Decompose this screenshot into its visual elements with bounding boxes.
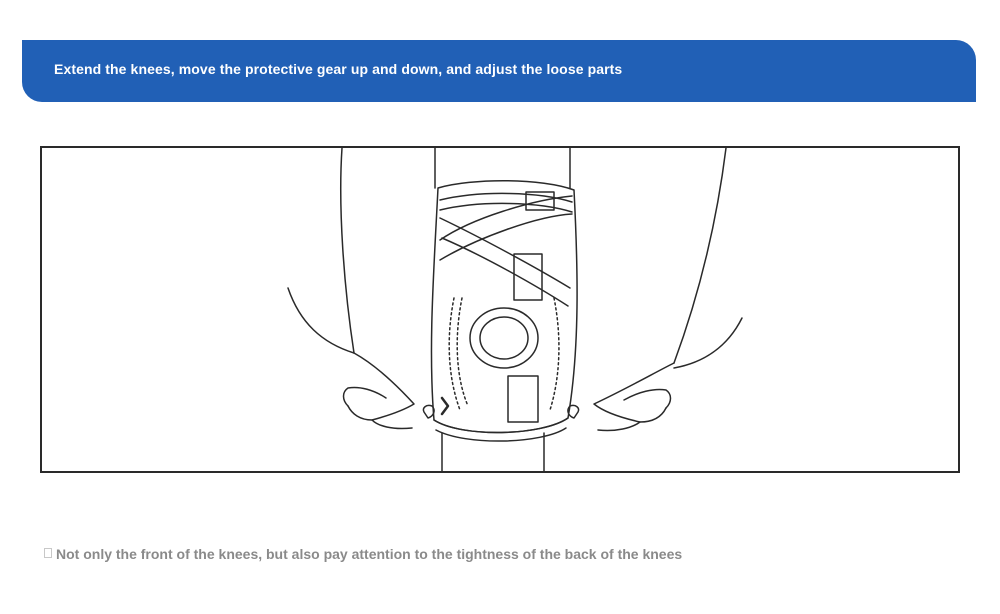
empty-box-icon	[44, 548, 52, 558]
footnote	[44, 546, 682, 562]
instruction-text: Extend the knees, move the protective gear up and down, and adjust the loose parts	[54, 61, 623, 77]
instruction-banner	[22, 40, 976, 102]
knee-brace-illustration	[40, 146, 960, 473]
footnote-text: Not only the front of the knees, but also pay attention to the tightness of the back of the knees	[56, 546, 683, 562]
knee-brace-icon	[42, 148, 958, 471]
